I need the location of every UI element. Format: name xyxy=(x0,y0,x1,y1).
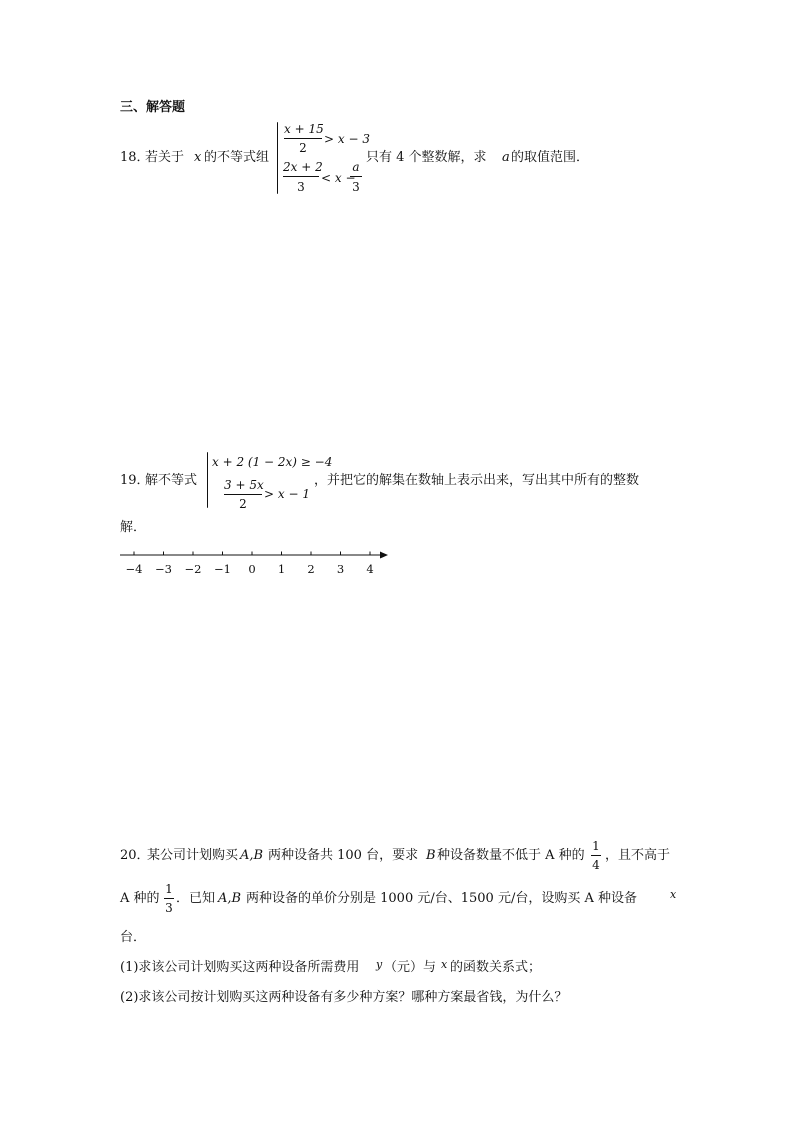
q20-frac1-bar xyxy=(591,855,601,856)
q18-ineq2-a-denominator: 3 xyxy=(352,180,360,194)
number-line-axis xyxy=(118,548,390,562)
number-line-tick-label: 4 xyxy=(366,562,374,576)
q19-line2: 解． xyxy=(120,520,147,535)
q19-ineq2-fraction-bar xyxy=(224,494,262,495)
q18-mid: 的不等式组 xyxy=(204,150,270,165)
number-line-tick-label: −2 xyxy=(184,562,202,576)
number-line-tick-label: −4 xyxy=(125,562,143,576)
q18-ineq2-a-fraction-bar xyxy=(350,176,362,177)
number-line-tick-label: −3 xyxy=(155,562,172,576)
q18-ineq1-denominator: 2 xyxy=(299,141,307,155)
q18-ineq2-fraction-bar xyxy=(283,176,319,177)
q20-var-y: y xyxy=(376,958,383,971)
q20-ab-2: A,B xyxy=(218,891,242,906)
q20-frac2-denominator: 3 xyxy=(165,901,173,915)
q20-line1-d: ，且不高于 xyxy=(605,848,671,863)
q20-var-x-1: x xyxy=(670,888,677,901)
q18-suffix-2: 的取值范围． xyxy=(511,150,590,165)
q18-number: 18． xyxy=(120,150,150,165)
q18-var-x: x xyxy=(194,150,202,165)
q19-ineq2-rhs: > x − 1 xyxy=(264,487,310,501)
q20-line1-c: 种设备数量不低于 A 种的 xyxy=(437,848,585,863)
q19-suffix: ，并把它的解集在数轴上表示出来，写出其中所有的整数 xyxy=(314,473,640,488)
q20-line3: 台． xyxy=(120,930,147,945)
q19-ineq2-numerator: 3 + 5x xyxy=(224,478,264,492)
q18-ineq2-numerator: 2x + 2 xyxy=(283,160,323,174)
q18-ineq1-numerator: x + 15 xyxy=(284,122,324,136)
q20-part2: (2)求该公司按计划购买这两种设备有多少种方案？哪种方案最省钱，为什么？ xyxy=(120,990,568,1005)
q18-prefix: 若关于 xyxy=(145,150,185,165)
q20-frac2-numerator: 1 xyxy=(165,882,173,896)
q18-ineq1-rhs: > x − 3 xyxy=(324,132,370,146)
q18-brace xyxy=(277,122,278,194)
number-line-tick-label: −1 xyxy=(214,562,231,576)
number-line-tick-label: 1 xyxy=(277,562,286,576)
q18-var-a: a xyxy=(502,150,510,165)
q18-ineq1-fraction-bar xyxy=(284,138,322,139)
q18-suffix-1: 只有 4 个整数解，求 xyxy=(366,150,487,165)
q20-line1-a: 某公司计划购买 xyxy=(147,848,239,863)
q18-ineq2-denominator: 3 xyxy=(297,180,305,194)
q20-frac2-bar xyxy=(164,898,174,899)
q19-prefix: 解不等式 xyxy=(145,473,198,488)
number-line-tick-label: 2 xyxy=(307,562,315,576)
q20-var-x-2: x xyxy=(441,958,448,971)
q20-line2-a: A 种的 xyxy=(120,891,160,906)
q19-ineq1: x + 2 (1 − 2x) ≥ −4 xyxy=(212,455,333,469)
q20-line1-b: 两种设备共 100 台，要求 xyxy=(268,848,419,863)
q18-ineq2-mid: < x − xyxy=(321,171,356,185)
q19-number: 19． xyxy=(120,473,150,488)
number-line-tick-label: 0 xyxy=(248,562,256,576)
q20-part1-c: 的函数关系式； xyxy=(450,960,542,975)
q20-b-1: B xyxy=(426,848,436,863)
q20-line2-c: 两种设备的单价分别是 1000 元/台、1500 元/台，设购买 A 种设备 xyxy=(246,891,637,906)
q20-line2-b: ．已知 xyxy=(176,891,216,906)
number-line-tick-label: 3 xyxy=(336,562,345,576)
q20-part1-b: （元）与 xyxy=(384,960,437,975)
q18-ineq2-a-numerator: a xyxy=(352,160,360,174)
q19-ineq2-denominator: 2 xyxy=(239,497,247,511)
q20-frac1-numerator: 1 xyxy=(592,839,600,853)
q20-ab-1: A,B xyxy=(240,848,264,863)
q20-part1-a: (1)求该公司计划购买这两种设备所需费用 xyxy=(120,960,360,975)
q19-brace xyxy=(207,452,208,508)
q20-number: 20． xyxy=(120,848,150,863)
section-title: 三、解答题 xyxy=(120,100,186,115)
q20-frac1-denominator: 4 xyxy=(592,858,600,872)
